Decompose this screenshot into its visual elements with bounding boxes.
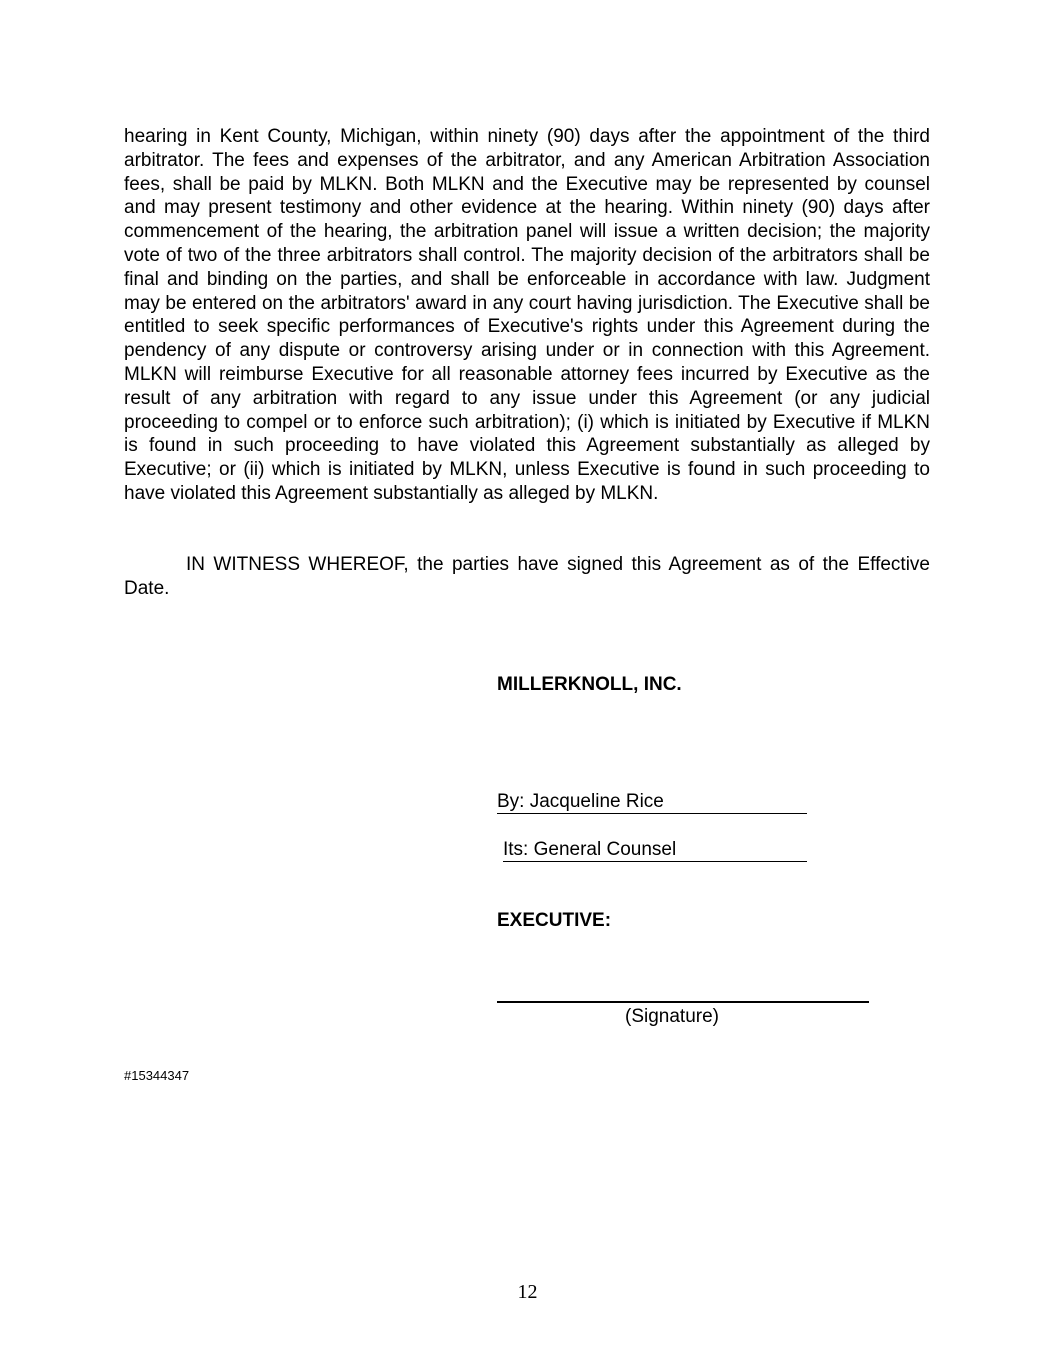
- arbitration-paragraph: hearing in Kent County, Michigan, within ninety (90) days after the appointment of the third arbitrator. The fees and expenses of the arbitrator, and any American Arbitration Association fees, shall be paid by MLKN. Both MLKN and the Executive may be represented by counsel and may present testimony and other evidence at the hearing. Within ninety (90) days after commencement of the hearing, the arbitration panel will issue a written decision; the majority vote of two of the three arbitrators shall control. The majority decision of the arbitrators shall be final and binding on the parties, and shall be enforceable in accordance with law. Judgment may be entered on the arbitrators' award in any court having jurisdiction. The Executive shall be entitled to seek specific performances of Executive's rights under this Agreement during the pendency of any dispute or controversy arising under or in connection with this Agreement. MLKN will reimburse Executive for all reasonable attorney fees incurred by Executive as the result of any arbitration with regard to any issue under this Agreement (or any judicial proceeding to compel or to enforce such arbitration); (i) which is initiated by Executive if MLKN is found in such proceeding to have violated this Agreement substantially as alleged by Executive; or (ii) which is initiated by MLKN, unless Executive is found in such proceeding to have violated this Agreement substantially as alleged by MLKN.: [124, 126, 930, 504]
- company-name: MILLERKNOLL, INC.: [497, 674, 682, 695]
- document-id: #15344347: [124, 1068, 190, 1083]
- signature-caption: (Signature): [625, 1006, 719, 1027]
- executive-signature-line: [497, 1001, 869, 1003]
- executive-label: EXECUTIVE:: [497, 910, 612, 931]
- witness-paragraph: IN WITNESS WHEREOF, the parties have signed this Agreement as of the Effective Date.: [124, 554, 930, 599]
- page-number: 12: [517, 1281, 538, 1303]
- signatory-title-line: Its: General Counsel: [503, 838, 807, 862]
- signatory-by-line: By: Jacqueline Rice: [497, 790, 807, 814]
